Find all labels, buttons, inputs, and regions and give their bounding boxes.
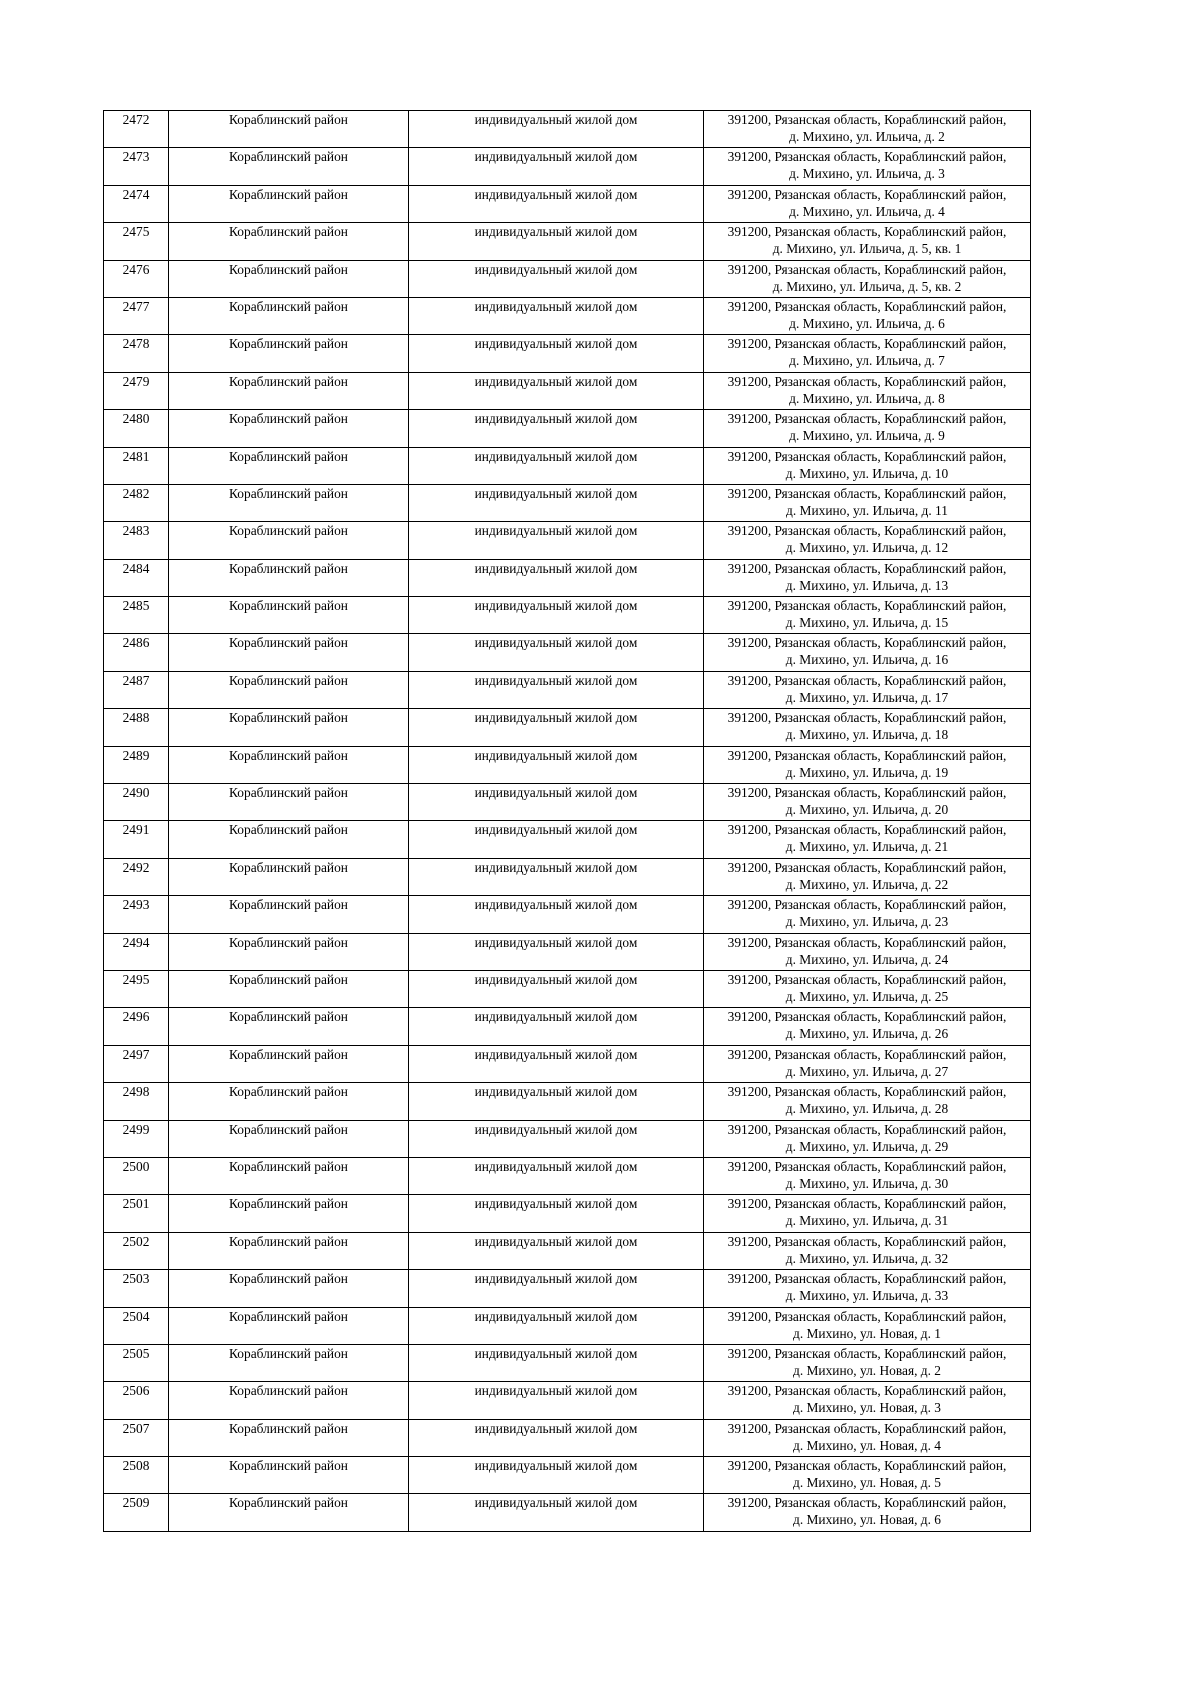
row-district: Кораблинский район — [169, 484, 409, 521]
row-address — [704, 1157, 1031, 1194]
row-address — [704, 297, 1031, 334]
table-row — [104, 1494, 1031, 1531]
row-number: 2480 — [104, 410, 169, 447]
address-line-1: 391200, Рязанская область, Кораблинский район, — [727, 747, 1007, 763]
address-line-1: 391200, Рязанская область, Кораблинский район, — [727, 672, 1007, 688]
table-row — [104, 223, 1031, 260]
row-number: 2495 — [104, 970, 169, 1007]
table-row — [104, 410, 1031, 447]
row-district: Кораблинский район — [169, 933, 409, 970]
row-district: Кораблинский район — [169, 821, 409, 858]
row-number: 2498 — [104, 1083, 169, 1120]
table-row — [104, 1083, 1031, 1120]
address-line-1: 391200, Рязанская область, Кораблинский район, — [727, 261, 1007, 277]
address-line-1: 391200, Рязанская область, Кораблинский район, — [727, 186, 1007, 202]
row-address — [704, 372, 1031, 409]
address-line-2: д. Михино, ул. Ильича, д. 22 — [785, 876, 949, 892]
row-district: Кораблинский район — [169, 335, 409, 372]
address-line-2: д. Михино, ул. Новая, д. 4 — [793, 1437, 941, 1453]
address-line-2: д. Михино, ул. Ильича, д. 10 — [785, 465, 949, 481]
row-object-type: индивидуальный жилой дом — [409, 970, 704, 1007]
table-row — [104, 1195, 1031, 1232]
row-object-type: индивидуальный жилой дом — [409, 746, 704, 783]
row-district: Кораблинский район — [169, 597, 409, 634]
table-row — [104, 111, 1031, 148]
row-object-type: индивидуальный жилой дом — [409, 858, 704, 895]
address-line-1: 391200, Рязанская область, Кораблинский район, — [727, 1345, 1007, 1361]
row-object-type: индивидуальный жилой дом — [409, 372, 704, 409]
address-line-1: 391200, Рязанская область, Кораблинский район, — [727, 1084, 1007, 1100]
row-district: Кораблинский район — [169, 746, 409, 783]
address-line-1: 391200, Рязанская область, Кораблинский район, — [727, 1158, 1007, 1174]
row-number: 2482 — [104, 484, 169, 521]
row-object-type: индивидуальный жилой дом — [409, 784, 704, 821]
address-line-2: д. Михино, ул. Ильича, д. 13 — [785, 577, 949, 593]
table-row — [104, 858, 1031, 895]
row-district: Кораблинский район — [169, 223, 409, 260]
address-line-1: 391200, Рязанская область, Кораблинский район, — [727, 822, 1007, 838]
address-line-1: 391200, Рязанская область, Кораблинский район, — [727, 934, 1007, 950]
row-address — [704, 634, 1031, 671]
address-line-1: 391200, Рязанская область, Кораблинский район, — [727, 1046, 1007, 1062]
address-line-2: д. Михино, ул. Ильича, д. 12 — [785, 540, 949, 556]
row-number: 2496 — [104, 1008, 169, 1045]
row-number: 2503 — [104, 1270, 169, 1307]
address-line-1: 391200, Рязанская область, Кораблинский район, — [727, 1458, 1007, 1474]
row-address — [704, 1307, 1031, 1344]
address-line-2: д. Михино, ул. Ильича, д. 20 — [785, 802, 949, 818]
address-line-2: д. Михино, ул. Ильича, д. 25 — [785, 988, 949, 1004]
row-object-type: индивидуальный жилой дом — [409, 933, 704, 970]
row-object-type: индивидуальный жилой дом — [409, 410, 704, 447]
row-address — [704, 148, 1031, 185]
row-object-type: индивидуальный жилой дом — [409, 1120, 704, 1157]
row-district: Кораблинский район — [169, 1494, 409, 1531]
row-object-type: индивидуальный жилой дом — [409, 1494, 704, 1531]
address-line-2: д. Михино, ул. Ильича, д. 11 — [786, 502, 948, 518]
row-object-type: индивидуальный жилой дом — [409, 1232, 704, 1269]
row-address — [704, 1270, 1031, 1307]
row-address — [704, 1045, 1031, 1082]
row-number: 2497 — [104, 1045, 169, 1082]
row-number: 2501 — [104, 1195, 169, 1232]
row-address — [704, 671, 1031, 708]
address-line-1: 391200, Рязанская область, Кораблинский район, — [727, 523, 1007, 539]
address-line-2: д. Михино, ул. Ильича, д. 30 — [785, 1175, 949, 1191]
row-number: 2491 — [104, 821, 169, 858]
address-line-1: 391200, Рязанская область, Кораблинский район, — [727, 635, 1007, 651]
address-line-1: 391200, Рязанская область, Кораблинский район, — [727, 1009, 1007, 1025]
address-line-1: 391200, Рязанская область, Кораблинский район, — [727, 149, 1007, 165]
row-district: Кораблинский район — [169, 784, 409, 821]
row-district: Кораблинский район — [169, 1419, 409, 1456]
row-object-type: индивидуальный жилой дом — [409, 1008, 704, 1045]
row-object-type: индивидуальный жилой дом — [409, 1157, 704, 1194]
row-object-type: индивидуальный жилой дом — [409, 1382, 704, 1419]
row-address — [704, 933, 1031, 970]
table-row — [104, 447, 1031, 484]
row-object-type: индивидуальный жилой дом — [409, 1307, 704, 1344]
row-object-type: индивидуальный жилой дом — [409, 484, 704, 521]
row-district: Кораблинский район — [169, 1382, 409, 1419]
row-district: Кораблинский район — [169, 111, 409, 148]
table-row — [104, 559, 1031, 596]
address-line-1: 391200, Рязанская область, Кораблинский район, — [727, 298, 1007, 314]
row-address — [704, 447, 1031, 484]
address-line-2: д. Михино, ул. Ильича, д. 8 — [789, 390, 945, 406]
address-line-2: д. Михино, ул. Ильича, д. 27 — [785, 1063, 949, 1079]
table-row — [104, 372, 1031, 409]
row-district: Кораблинский район — [169, 1307, 409, 1344]
row-object-type: индивидуальный жилой дом — [409, 1344, 704, 1381]
table-row — [104, 1120, 1031, 1157]
address-line-1: 391200, Рязанская область, Кораблинский район, — [727, 1495, 1007, 1511]
row-object-type: индивидуальный жилой дом — [409, 1195, 704, 1232]
row-number: 2488 — [104, 709, 169, 746]
row-address — [704, 784, 1031, 821]
address-line-1: 391200, Рязанская область, Кораблинский район, — [727, 1383, 1007, 1399]
address-line-2: д. Михино, ул. Ильича, д. 33 — [785, 1288, 949, 1304]
row-address — [704, 185, 1031, 222]
address-line-2: д. Михино, ул. Ильича, д. 32 — [785, 1250, 949, 1266]
row-district: Кораблинский район — [169, 148, 409, 185]
address-line-2: д. Михино, ул. Ильича, д. 23 — [785, 914, 949, 930]
table-row — [104, 970, 1031, 1007]
address-line-1: 391200, Рязанская область, Кораблинский район, — [727, 373, 1007, 389]
row-number: 2502 — [104, 1232, 169, 1269]
row-district: Кораблинский район — [169, 1344, 409, 1381]
row-address — [704, 746, 1031, 783]
address-line-1: 391200, Рязанская область, Кораблинский район, — [727, 224, 1007, 240]
address-line-2: д. Михино, ул. Ильича, д. 4 — [789, 203, 945, 219]
row-number: 2504 — [104, 1307, 169, 1344]
row-object-type: индивидуальный жилой дом — [409, 634, 704, 671]
address-line-2: д. Михино, ул. Ильича, д. 16 — [785, 652, 949, 668]
row-district: Кораблинский район — [169, 447, 409, 484]
address-line-1: 391200, Рязанская область, Кораблинский район, — [727, 336, 1007, 352]
row-number: 2483 — [104, 522, 169, 559]
row-district: Кораблинский район — [169, 1457, 409, 1494]
row-object-type: индивидуальный жилой дом — [409, 1045, 704, 1082]
row-number: 2485 — [104, 597, 169, 634]
address-line-2: д. Михино, ул. Ильича, д. 17 — [785, 689, 949, 705]
row-number: 2500 — [104, 1157, 169, 1194]
row-object-type: индивидуальный жилой дом — [409, 185, 704, 222]
row-object-type: индивидуальный жилой дом — [409, 297, 704, 334]
table-row — [104, 746, 1031, 783]
table-row — [104, 1232, 1031, 1269]
row-number: 2486 — [104, 634, 169, 671]
row-number: 2492 — [104, 858, 169, 895]
table-row — [104, 1382, 1031, 1419]
row-address — [704, 1008, 1031, 1045]
row-number: 2484 — [104, 559, 169, 596]
row-district: Кораблинский район — [169, 297, 409, 334]
row-number: 2478 — [104, 335, 169, 372]
row-number: 2494 — [104, 933, 169, 970]
row-address — [704, 970, 1031, 1007]
row-address — [704, 709, 1031, 746]
table-row — [104, 484, 1031, 521]
row-address — [704, 1344, 1031, 1381]
address-line-2: д. Михино, ул. Ильича, д. 5, кв. 2 — [772, 278, 962, 294]
row-address — [704, 335, 1031, 372]
table-row — [104, 821, 1031, 858]
row-address — [704, 896, 1031, 933]
table-row — [104, 709, 1031, 746]
row-number: 2474 — [104, 185, 169, 222]
row-object-type: индивидуальный жилой дом — [409, 671, 704, 708]
row-number: 2509 — [104, 1494, 169, 1531]
row-district: Кораблинский район — [169, 372, 409, 409]
row-object-type: индивидуальный жилой дом — [409, 1457, 704, 1494]
address-line-1: 391200, Рязанская область, Кораблинский район, — [727, 1420, 1007, 1436]
row-address — [704, 484, 1031, 521]
row-number: 2506 — [104, 1382, 169, 1419]
row-district: Кораблинский район — [169, 1120, 409, 1157]
row-address — [704, 1083, 1031, 1120]
address-line-1: 391200, Рязанская область, Кораблинский район, — [727, 1271, 1007, 1287]
row-object-type: индивидуальный жилой дом — [409, 111, 704, 148]
table-row — [104, 522, 1031, 559]
table-row — [104, 260, 1031, 297]
address-line-1: 391200, Рязанская область, Кораблинский район, — [727, 1121, 1007, 1137]
address-line-1: 391200, Рязанская область, Кораблинский район, — [727, 1233, 1007, 1249]
table-row — [104, 148, 1031, 185]
row-district: Кораблинский район — [169, 1045, 409, 1082]
row-object-type: индивидуальный жилой дом — [409, 260, 704, 297]
row-object-type: индивидуальный жилой дом — [409, 148, 704, 185]
table-row — [104, 1419, 1031, 1456]
table-row — [104, 1457, 1031, 1494]
address-line-1: 391200, Рязанская область, Кораблинский район, — [727, 971, 1007, 987]
row-district: Кораблинский район — [169, 1157, 409, 1194]
row-address — [704, 1382, 1031, 1419]
row-object-type: индивидуальный жилой дом — [409, 447, 704, 484]
address-line-2: д. Михино, ул. Новая, д. 1 — [793, 1325, 941, 1341]
registry-table-body — [104, 111, 1031, 1532]
address-line-1: 391200, Рязанская область, Кораблинский район, — [727, 785, 1007, 801]
row-number: 2481 — [104, 447, 169, 484]
row-address — [704, 858, 1031, 895]
address-line-2: д. Михино, ул. Ильича, д. 31 — [785, 1213, 949, 1229]
table-row — [104, 597, 1031, 634]
row-address — [704, 1494, 1031, 1531]
row-address — [704, 1419, 1031, 1456]
row-number: 2499 — [104, 1120, 169, 1157]
row-object-type: индивидуальный жилой дом — [409, 709, 704, 746]
row-object-type: индивидуальный жилой дом — [409, 1083, 704, 1120]
address-line-2: д. Михино, ул. Ильича, д. 21 — [785, 839, 949, 855]
table-row — [104, 1157, 1031, 1194]
table-row — [104, 933, 1031, 970]
row-object-type: индивидуальный жилой дом — [409, 896, 704, 933]
row-district: Кораблинский район — [169, 1008, 409, 1045]
address-line-2: д. Михино, ул. Новая, д. 5 — [793, 1475, 941, 1491]
address-line-1: 391200, Рязанская область, Кораблинский район, — [727, 411, 1007, 427]
row-object-type: индивидуальный жилой дом — [409, 597, 704, 634]
row-district: Кораблинский район — [169, 709, 409, 746]
address-line-1: 391200, Рязанская область, Кораблинский район, — [727, 485, 1007, 501]
address-line-2: д. Михино, ул. Ильича, д. 26 — [785, 1026, 949, 1042]
address-line-2: д. Михино, ул. Новая, д. 6 — [793, 1512, 941, 1528]
row-district: Кораблинский район — [169, 522, 409, 559]
address-line-1: 391200, Рязанская область, Кораблинский район, — [727, 1308, 1007, 1324]
row-address — [704, 1120, 1031, 1157]
address-line-1: 391200, Рязанская область, Кораблинский район, — [727, 897, 1007, 913]
row-number: 2473 — [104, 148, 169, 185]
table-row — [104, 896, 1031, 933]
address-line-2: д. Михино, ул. Ильича, д. 24 — [785, 951, 949, 967]
row-object-type: индивидуальный жилой дом — [409, 1419, 704, 1456]
row-district: Кораблинский район — [169, 1232, 409, 1269]
row-address — [704, 410, 1031, 447]
row-object-type: индивидуальный жилой дом — [409, 559, 704, 596]
row-district: Кораблинский район — [169, 1195, 409, 1232]
row-district: Кораблинский район — [169, 671, 409, 708]
row-district: Кораблинский район — [169, 559, 409, 596]
row-address — [704, 821, 1031, 858]
row-number: 2505 — [104, 1344, 169, 1381]
table-row — [104, 335, 1031, 372]
table-row — [104, 1307, 1031, 1344]
row-number: 2507 — [104, 1419, 169, 1456]
address-line-1: 391200, Рязанская область, Кораблинский район, — [727, 710, 1007, 726]
address-line-2: д. Михино, ул. Ильича, д. 15 — [785, 615, 949, 631]
table-row — [104, 784, 1031, 821]
row-district: Кораблинский район — [169, 410, 409, 447]
row-number: 2479 — [104, 372, 169, 409]
table-row — [104, 1045, 1031, 1082]
row-address — [704, 522, 1031, 559]
row-object-type: индивидуальный жилой дом — [409, 1270, 704, 1307]
row-number: 2493 — [104, 896, 169, 933]
address-line-1: 391200, Рязанская область, Кораблинский район, — [727, 1196, 1007, 1212]
table-row — [104, 1008, 1031, 1045]
row-number: 2477 — [104, 297, 169, 334]
address-line-1: 391200, Рязанская область, Кораблинский район, — [727, 598, 1007, 614]
address-line-2: д. Михино, ул. Ильича, д. 28 — [785, 1101, 949, 1117]
row-address — [704, 223, 1031, 260]
row-address — [704, 597, 1031, 634]
table-row — [104, 671, 1031, 708]
table-row — [104, 1270, 1031, 1307]
address-line-2: д. Михино, ул. Новая, д. 3 — [793, 1400, 941, 1416]
address-line-2: д. Михино, ул. Ильича, д. 18 — [785, 727, 949, 743]
row-district: Кораблинский район — [169, 1083, 409, 1120]
row-object-type: индивидуальный жилой дом — [409, 223, 704, 260]
row-district: Кораблинский район — [169, 634, 409, 671]
row-number: 2472 — [104, 111, 169, 148]
row-object-type: индивидуальный жилой дом — [409, 821, 704, 858]
address-line-2: д. Михино, ул. Ильича, д. 2 — [789, 129, 945, 144]
address-line-2: д. Михино, ул. Ильича, д. 5, кв. 1 — [772, 241, 962, 257]
row-district: Кораблинский район — [169, 185, 409, 222]
table-row — [104, 297, 1031, 334]
row-number: 2490 — [104, 784, 169, 821]
row-address — [704, 1457, 1031, 1494]
registry-table — [103, 110, 1031, 1532]
address-line-1: 391200, Рязанская область, Кораблинский район, — [727, 112, 1007, 127]
address-line-1: 391200, Рязанская область, Кораблинский район, — [727, 859, 1007, 875]
row-address — [704, 559, 1031, 596]
address-line-2: д. Михино, ул. Ильича, д. 29 — [785, 1138, 949, 1154]
table-row — [104, 1344, 1031, 1381]
row-number: 2476 — [104, 260, 169, 297]
address-line-2: д. Михино, ул. Ильича, д. 19 — [785, 764, 949, 780]
row-district: Кораблинский район — [169, 896, 409, 933]
row-number: 2489 — [104, 746, 169, 783]
row-object-type: индивидуальный жилой дом — [409, 335, 704, 372]
address-line-1: 391200, Рязанская область, Кораблинский район, — [727, 560, 1007, 576]
row-address — [704, 111, 1031, 148]
row-object-type: индивидуальный жилой дом — [409, 522, 704, 559]
row-district: Кораблинский район — [169, 970, 409, 1007]
address-line-2: д. Михино, ул. Ильича, д. 3 — [789, 166, 945, 182]
address-line-2: д. Михино, ул. Новая, д. 2 — [793, 1362, 941, 1378]
row-address — [704, 1232, 1031, 1269]
row-number: 2508 — [104, 1457, 169, 1494]
row-number: 2487 — [104, 671, 169, 708]
row-district: Кораблинский район — [169, 1270, 409, 1307]
address-line-2: д. Михино, ул. Ильича, д. 6 — [789, 315, 945, 331]
table-row — [104, 634, 1031, 671]
row-district: Кораблинский район — [169, 858, 409, 895]
address-line-2: д. Михино, ул. Ильича, д. 7 — [789, 353, 945, 369]
address-line-1: 391200, Рязанская область, Кораблинский район, — [727, 448, 1007, 464]
address-line-2: д. Михино, ул. Ильича, д. 9 — [789, 428, 945, 444]
table-row — [104, 185, 1031, 222]
row-address — [704, 260, 1031, 297]
row-number: 2475 — [104, 223, 169, 260]
row-address — [704, 1195, 1031, 1232]
row-district: Кораблинский район — [169, 260, 409, 297]
